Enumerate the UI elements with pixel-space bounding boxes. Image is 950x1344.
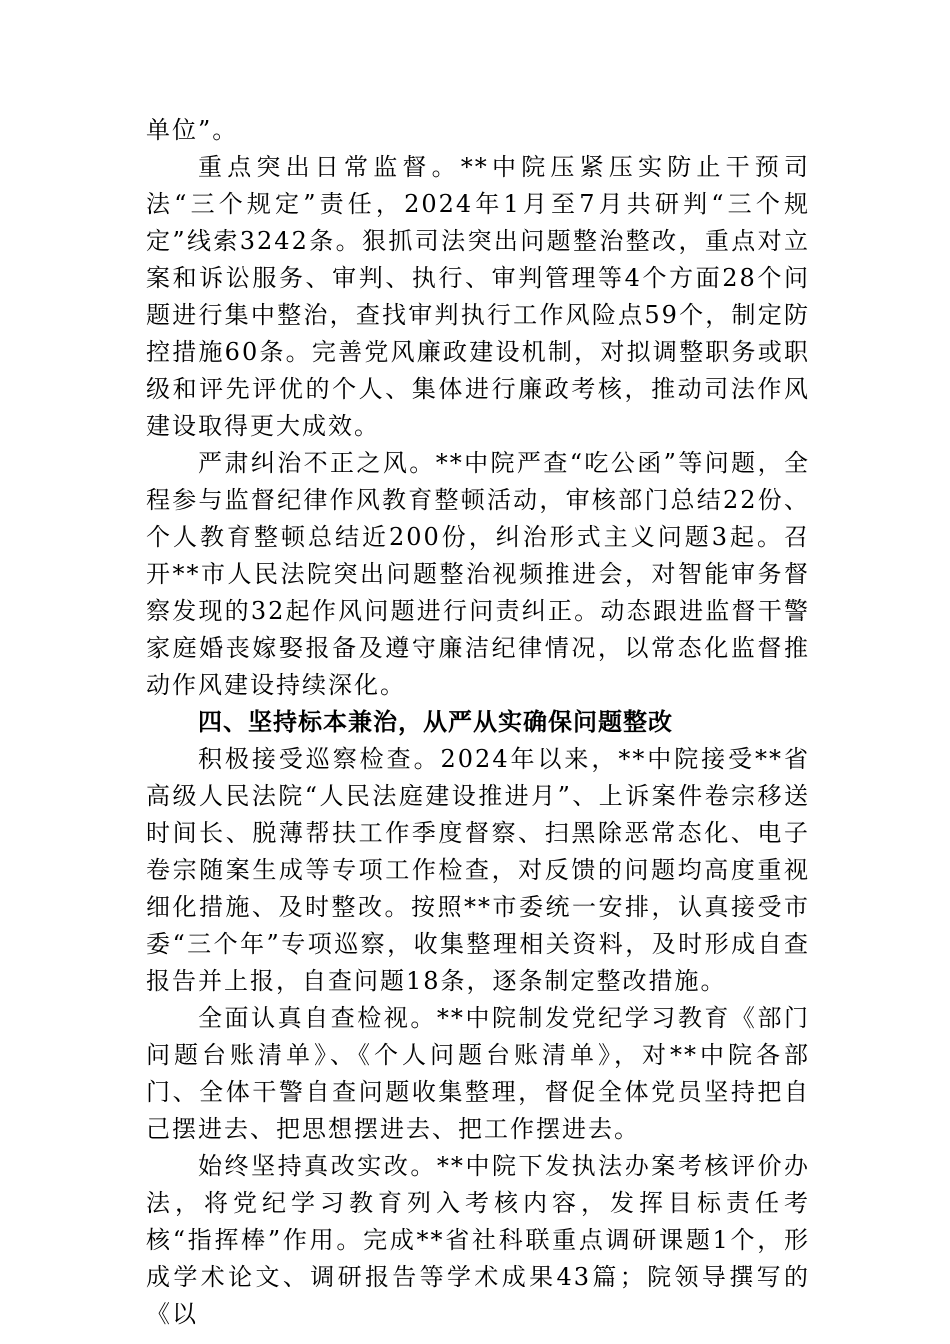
- paragraph-continuation: 单位”。: [146, 116, 239, 144]
- document-body: [146, 112, 810, 1333]
- section-heading-four: 四、坚持标本兼治，从严从实确保问题整改: [198, 708, 673, 736]
- paragraph-self-inspection: 全面认真自查检视。**中院制发党纪学习教育《部门问题台账清单》、《个人问题台账清单》，对**中院各部门、全体干警自查问题收集整理，督促全体党员坚持把自己摆进去、把思想摆进去、把工作摆进去。: [146, 1004, 810, 1143]
- paragraph-rectify-unhealthy-trends: 严肃纠治不正之风。**中院严查“吃公函”等问题，全程参与监督纪律作风教育整顿活动，审核部门总结22份、个人教育整顿总结近200份，纠治形式主义问题3起。召开**市人民法院突出问题整治视频推进会，对智能审务督察发现的32起作风问题进行问责纠正。动态跟进监督干警家庭婚丧嫁娶报备及遵守廉洁纪律情况，以常态化监督推动作风建设持续深化。: [146, 449, 810, 699]
- paragraph-daily-supervision: 重点突出日常监督。**中院压紧压实防止干预司法“三个规定”责任，2024年1月至7月共研判“三个规定”线索3242条。狠抓司法突出问题整治整改，重点对立案和诉讼服务、审判、执行、审判管理等4个方面28个问题进行集中整治，查找审判执行工作风险点59个，制定防控措施60条。完善党风廉政建设机制，对拟调整职务或职级和评先评优的个人、集体进行廉政考核，推动司法作风建设取得更大成效。: [146, 153, 810, 440]
- paragraph-real-rectification: 始终坚持真改实改。**中院下发执法办案考核评价办法，将党纪学习教育列入考核内容，发挥目标责任考核“指挥棒”作用。完成**省社科联重点调研课题1个，形成学术论文、调研报告等学术成果43篇；院领导撰写的《以: [146, 1152, 810, 1328]
- paragraph-accept-inspection: 积极接受巡察检查。2024年以来，**中院接受**省高级人民法院“人民法庭建设推进月”、上诉案件卷宗移送时间长、脱薄帮扶工作季度督察、扫黑除恶常态化、电子卷宗随案生成等专项工作检查，对反馈的问题均高度重视细化措施、及时整改。按照**市委统一安排，认真接受市委“三个年”专项巡察，收集整理相关资料，及时形成自查报告并上报，自查问题18条，逐条制定整改措施。: [146, 745, 810, 995]
